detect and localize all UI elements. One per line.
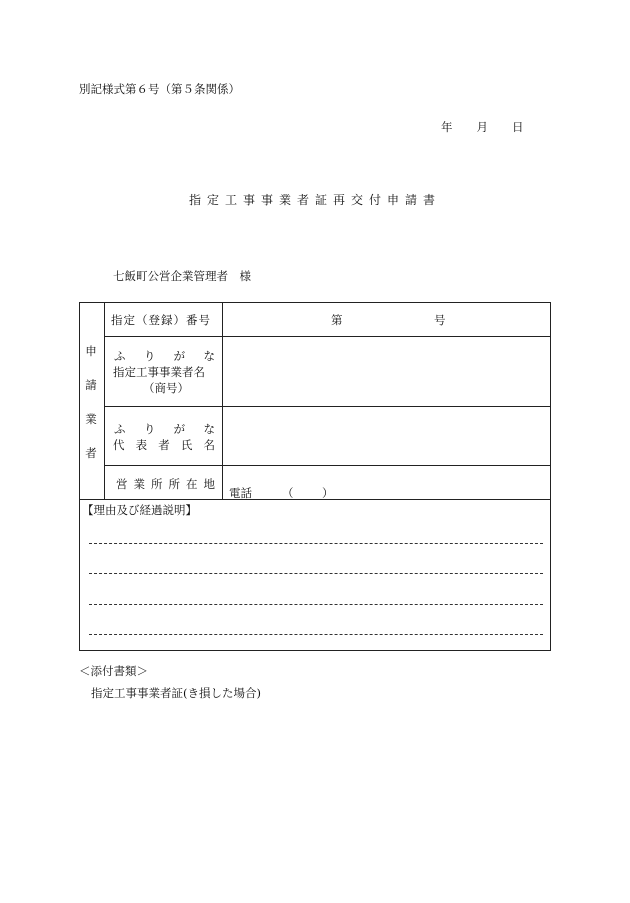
business-name-label: 指定工事事業者名 (113, 365, 205, 379)
registration-number-label: 指定（登録）番号 (111, 313, 211, 327)
registration-number-suffix: 号 (434, 313, 446, 327)
document-title: 指定工事事業者証再交付申請書 (188, 193, 441, 207)
registration-number-prefix: 第 (331, 313, 343, 327)
reason-line[interactable] (89, 604, 543, 605)
business-name-input[interactable] (224, 338, 550, 405)
office-phone-paren-close: ） (322, 486, 334, 500)
office-phone-paren-open: （ (282, 486, 294, 500)
row-divider (104, 465, 551, 466)
addressee: 七飯町公営企業管理者 様 (113, 269, 251, 283)
applicant-column-divider (104, 302, 105, 499)
office-phone-label: 電話 (229, 486, 252, 500)
date-line (441, 119, 524, 135)
applicant-char: 申 (85, 344, 97, 358)
attachments-heading: ＜添付書類＞ (79, 664, 148, 678)
applicant-char: 業 (85, 412, 97, 426)
representative-furigana: ふ り が な (114, 422, 215, 436)
office-location-label: 営 業 所 所 在 地 (116, 477, 215, 491)
business-name-sublabel: （商号） (143, 381, 189, 395)
form-number-label: 別記様式第６号（第５条関係） (79, 82, 240, 96)
representative-input[interactable] (224, 408, 550, 464)
applicant-char: 者 (85, 446, 97, 460)
business-name-furigana: ふ り が な (114, 349, 215, 363)
row-divider (104, 336, 551, 337)
row-divider (104, 406, 551, 407)
row-divider (79, 499, 551, 500)
reason-heading: 【理由及び経過説明】 (82, 503, 197, 517)
reason-line[interactable] (89, 573, 543, 574)
attachments-item: 指定工事事業者証(き損した場合) (91, 686, 261, 700)
date-day: 日 (512, 120, 524, 134)
date-month: 月 (476, 120, 488, 134)
representative-label: 代 表 者 氏 名 (113, 438, 215, 452)
label-column-divider (222, 302, 223, 499)
applicant-vertical-label (84, 343, 98, 479)
reason-line[interactable] (89, 634, 543, 635)
date-year: 年 (441, 120, 453, 134)
reason-line[interactable] (89, 543, 543, 544)
applicant-char: 請 (85, 378, 97, 392)
